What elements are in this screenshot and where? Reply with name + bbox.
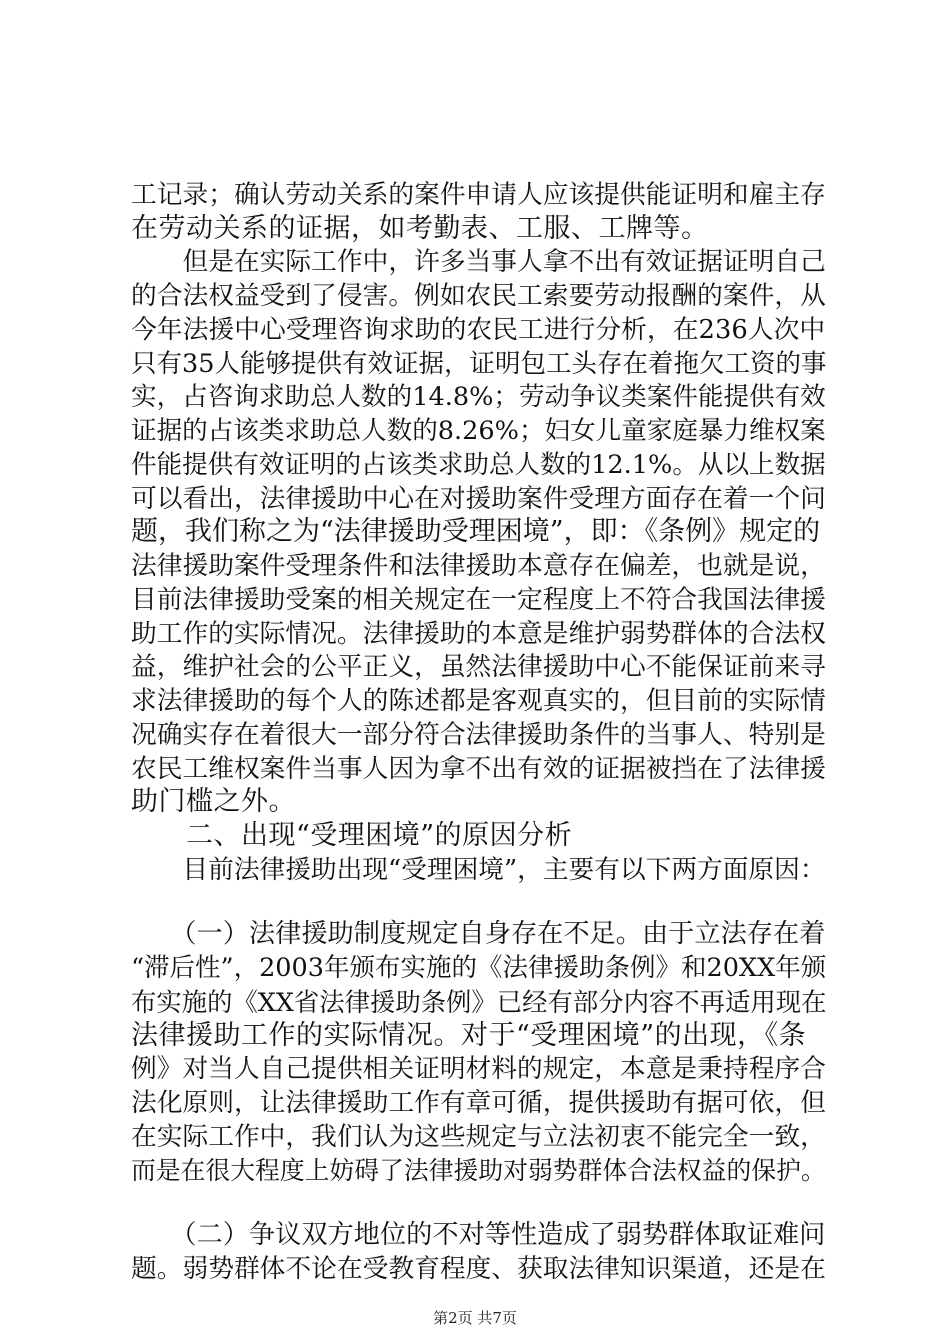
body-text-line: 益，维护社会的公平正义，虽然法律援助中心不能保证前来寻 (131, 652, 826, 682)
body-text-line: 只有35人能够提供有效证据，证明包工头存在着拖欠工资的事 (131, 349, 827, 379)
body-text-line: 但是在实际工作中，许多当事人拿不出有效证据证明自己 (131, 247, 826, 277)
body-text-line: （一）法律援助制度规定自身存在不足。由于立法存在着 (131, 919, 826, 949)
body-text-line: 求法律援助的每个人的陈述都是客观真实的，但目前的实际情 (131, 686, 826, 716)
body-text-line: 题。弱势群体不论在受教育程度、获取法律知识渠道，还是在 (131, 1254, 826, 1284)
body-text-line: 法化原则，让法律援助工作有章可循，提供援助有据可依，但 (131, 1088, 826, 1118)
body-text-line: 例》对当人自己提供相关证明材料的规定，本意是秉持程序合 (131, 1054, 826, 1084)
body-text-line: 可以看出，法律援助中心在对援助案件受理方面存在着一个问 (131, 484, 826, 514)
body-text-line: 法律援助工作的实际情况。对于“受理困境”的出现，《条 (131, 1020, 807, 1051)
page-footer: 第2页 共7页 (433, 1309, 517, 1327)
body-text-line: 布实施的《XX省法律援助条例》已经有部分内容不再适用现在 (131, 987, 827, 1017)
body-text-line: 目前法律援助受案的相关规定在一定程度上不符合我国法律援 (131, 585, 826, 615)
body-text-line: 实，占咨询求助总人数的14.8%；劳动争议类案件能提供有效 (131, 382, 826, 412)
body-text-line: 的合法权益受到了侵害。例如农民工索要劳动报酬的案件，从 (131, 281, 826, 311)
body-text-line: 工记录；确认劳动关系的案件申请人应该提供能证明和雇主存 (131, 180, 826, 210)
body-text-line: 在劳动关系的证据，如考勤表、工服、工牌等。 (131, 213, 709, 244)
body-text-line: 助工作的实际情况。法律援助的本意是维护弱势群体的合法权 (131, 619, 826, 649)
body-text-line: 件能提供有效证明的占该类求助总人数的12.1%。从以上数据 (131, 450, 826, 480)
body-text-line: （二）争议双方地位的不对等性造成了弱势群体取证难问 (131, 1220, 826, 1250)
body-text-line: 法律援助案件受理条件和法律援助本意存在偏差，也就是说， (131, 551, 826, 581)
body-text-line: 农民工维权案件当事人因为拿不出有效的证据被挡在了法律援 (131, 754, 826, 784)
body-text-line: 题，我们称之为“法律援助受理困境”，即：《条例》规定的 (131, 516, 821, 547)
body-text-line: 今年法援中心受理咨询求助的农民工进行分析，在236人次中 (131, 315, 826, 345)
body-text-line: 证据的占该类求助总人数的8.26%；妇女儿童家庭暴力维权案 (131, 416, 826, 446)
body-text-line: “滞后性”，2003年颁布实施的《法律援助条例》和20XX年颁 (131, 953, 827, 983)
body-text-line: 助门槛之外。 (131, 786, 296, 817)
body-text-line: 而是在很大程度上妨碍了法律援助对弱势群体合法权益的保护。 (131, 1156, 826, 1185)
section-heading: 二、出现“受理困境”的原因分析 (131, 820, 573, 851)
body-text-line: 在实际工作中，我们认为这些规定与立法初衷不能完全一致， (131, 1122, 826, 1152)
body-text-line: 况确实存在着很大一部分符合法律援助条件的当事人、特别是 (131, 720, 826, 750)
body-text-line: 目前法律援助出现“受理困境”，主要有以下两方面原因： (131, 855, 826, 885)
